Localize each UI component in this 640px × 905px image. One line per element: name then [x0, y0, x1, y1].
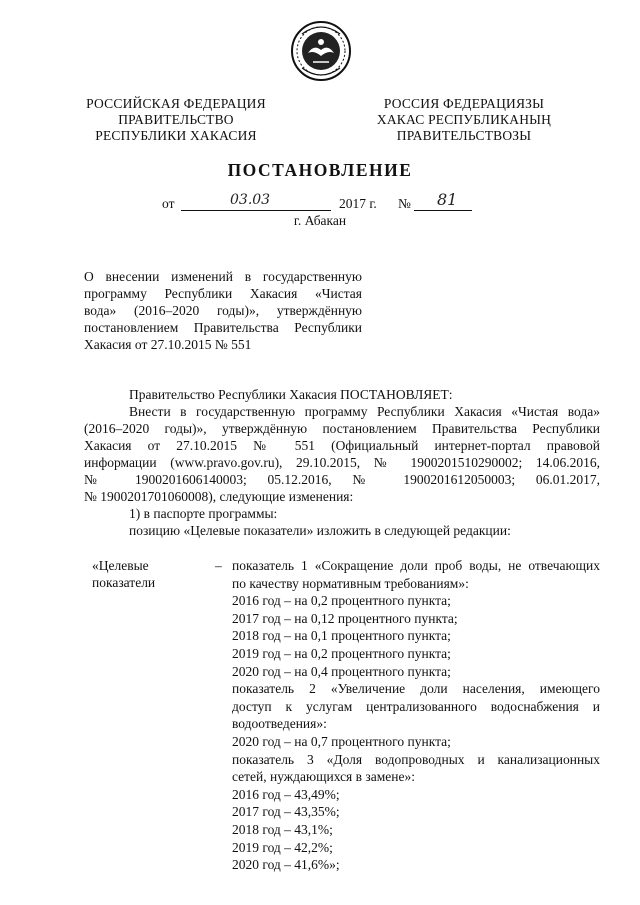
- number-handwritten: 81: [437, 190, 458, 209]
- table-right-column: [232, 557, 600, 874]
- table-left-label: [92, 557, 212, 591]
- main-paragraph: [84, 403, 600, 505]
- indicator-line: 2019 год – 42,2%;: [232, 839, 333, 855]
- indicator-line: 2016 год – 43,49%;: [232, 786, 340, 802]
- paragraph-line: № 1900201606140003; 05.12.2016, № 1900201612050003; 06.01.2017,: [84, 472, 600, 487]
- table-left-label-line: показатели: [92, 575, 156, 590]
- indicator-line: 2020 год – на 0,7 процентного пункта;: [232, 733, 451, 749]
- indicator-line: показатель 3 «Доля водопроводных и канализационных: [232, 751, 600, 767]
- table-left-label-line: «Целевые: [92, 558, 149, 573]
- number-sign: №: [398, 196, 411, 211]
- number-underline: [414, 210, 472, 211]
- indicator-line: сетей, нуждающихся в замене»:: [232, 769, 415, 785]
- document-title: ПОСТАНОВЛЕНИЕ: [227, 160, 413, 180]
- indicator-line: 2017 год – 43,35%;: [232, 804, 340, 820]
- indicator-line: 2020 год – 41,6%»;: [232, 857, 340, 873]
- header-left-line: РОССИЙСКАЯ ФЕДЕРАЦИЯ: [86, 96, 266, 111]
- subject-line: постановлением Правительства Республики: [84, 320, 362, 335]
- coat-of-arms-icon: [290, 20, 352, 82]
- header-right-line: РОССИЯ ФЕДЕРАЦИЯЗЫ: [383, 96, 545, 111]
- header-right-line: ХАКАС РЕСПУБЛИКАНЫҢ: [376, 112, 552, 127]
- indicator-line: по качеству нормативным требованиям»:: [232, 575, 469, 591]
- paragraph-line: Внести в государственную программу Республики Хакасия «Чистая вода»: [129, 404, 600, 419]
- date-underline: [181, 210, 331, 211]
- header-left: [82, 96, 270, 144]
- date-year: 2017 г.: [339, 196, 377, 211]
- item-1: 1) в паспорте программы:: [129, 506, 278, 521]
- date-prefix: от: [162, 196, 175, 211]
- table-dash: –: [215, 558, 222, 573]
- header-left-line: ПРАВИТЕЛЬСТВО: [118, 112, 234, 127]
- indicator-line: 2017 год – на 0,12 процентного пункта;: [232, 610, 458, 626]
- header-right-line: ПРАВИТЕЛЬСТВОЗЫ: [396, 128, 532, 143]
- indicator-line: показатель 1 «Сокращение доли проб воды, не отвечающих: [232, 558, 600, 573]
- paragraph-line: Хакасия от 27.10.2015 № 551 (Официальный интернет-портал правовой: [84, 438, 600, 453]
- indicator-line: доступ к услугам централизованного водоснабжения и: [232, 698, 600, 714]
- indicator-line: показатель 2 «Увеличение доли населения, имеющего: [232, 681, 600, 697]
- subject-line: О внесении изменений в государственную: [84, 269, 362, 284]
- subject-line: программу Республики Хакасия «Чистая: [84, 286, 362, 301]
- paragraph-line: информации (www.pravo.gov.ru), 29.10.2015, № 1900201510290002; 14.06.2016,: [84, 455, 600, 470]
- subject-line: Хакасия от 27.10.2015 № 551: [84, 337, 252, 352]
- header-left-line: РЕСПУБЛИКИ ХАКАСИЯ: [95, 128, 257, 143]
- indicator-line: 2016 год – на 0,2 процентного пункта;: [232, 593, 451, 609]
- header-right: [370, 96, 558, 144]
- date-handwritten: 03.03: [230, 192, 271, 208]
- indicator-line: 2018 год – на 0,1 процентного пункта;: [232, 628, 451, 644]
- intro-line: Правительство Республики Хакасия ПОСТАНОВЛЯЕТ:: [129, 387, 453, 402]
- paragraph-line: № 1900201701060008), следующие изменения:: [84, 489, 354, 504]
- city-name: г. Абакан: [293, 213, 347, 228]
- paragraph-line: (2016–2020 годы)», утверждённую постановлением Правительства Республики: [84, 421, 600, 436]
- indicator-line: 2018 год – 43,1%;: [232, 821, 333, 837]
- position-line: позицию «Целевые показатели» изложить в следующей редакции:: [129, 523, 511, 538]
- indicator-line: 2020 год – на 0,4 процентного пункта;: [232, 663, 451, 679]
- subject-block: [84, 268, 362, 353]
- subject-line: вода» (2016–2020 годы)», утверждённую: [84, 303, 362, 318]
- indicator-line: водоотведения»:: [232, 716, 327, 732]
- indicator-line: 2019 год – на 0,2 процентного пункта;: [232, 645, 451, 661]
